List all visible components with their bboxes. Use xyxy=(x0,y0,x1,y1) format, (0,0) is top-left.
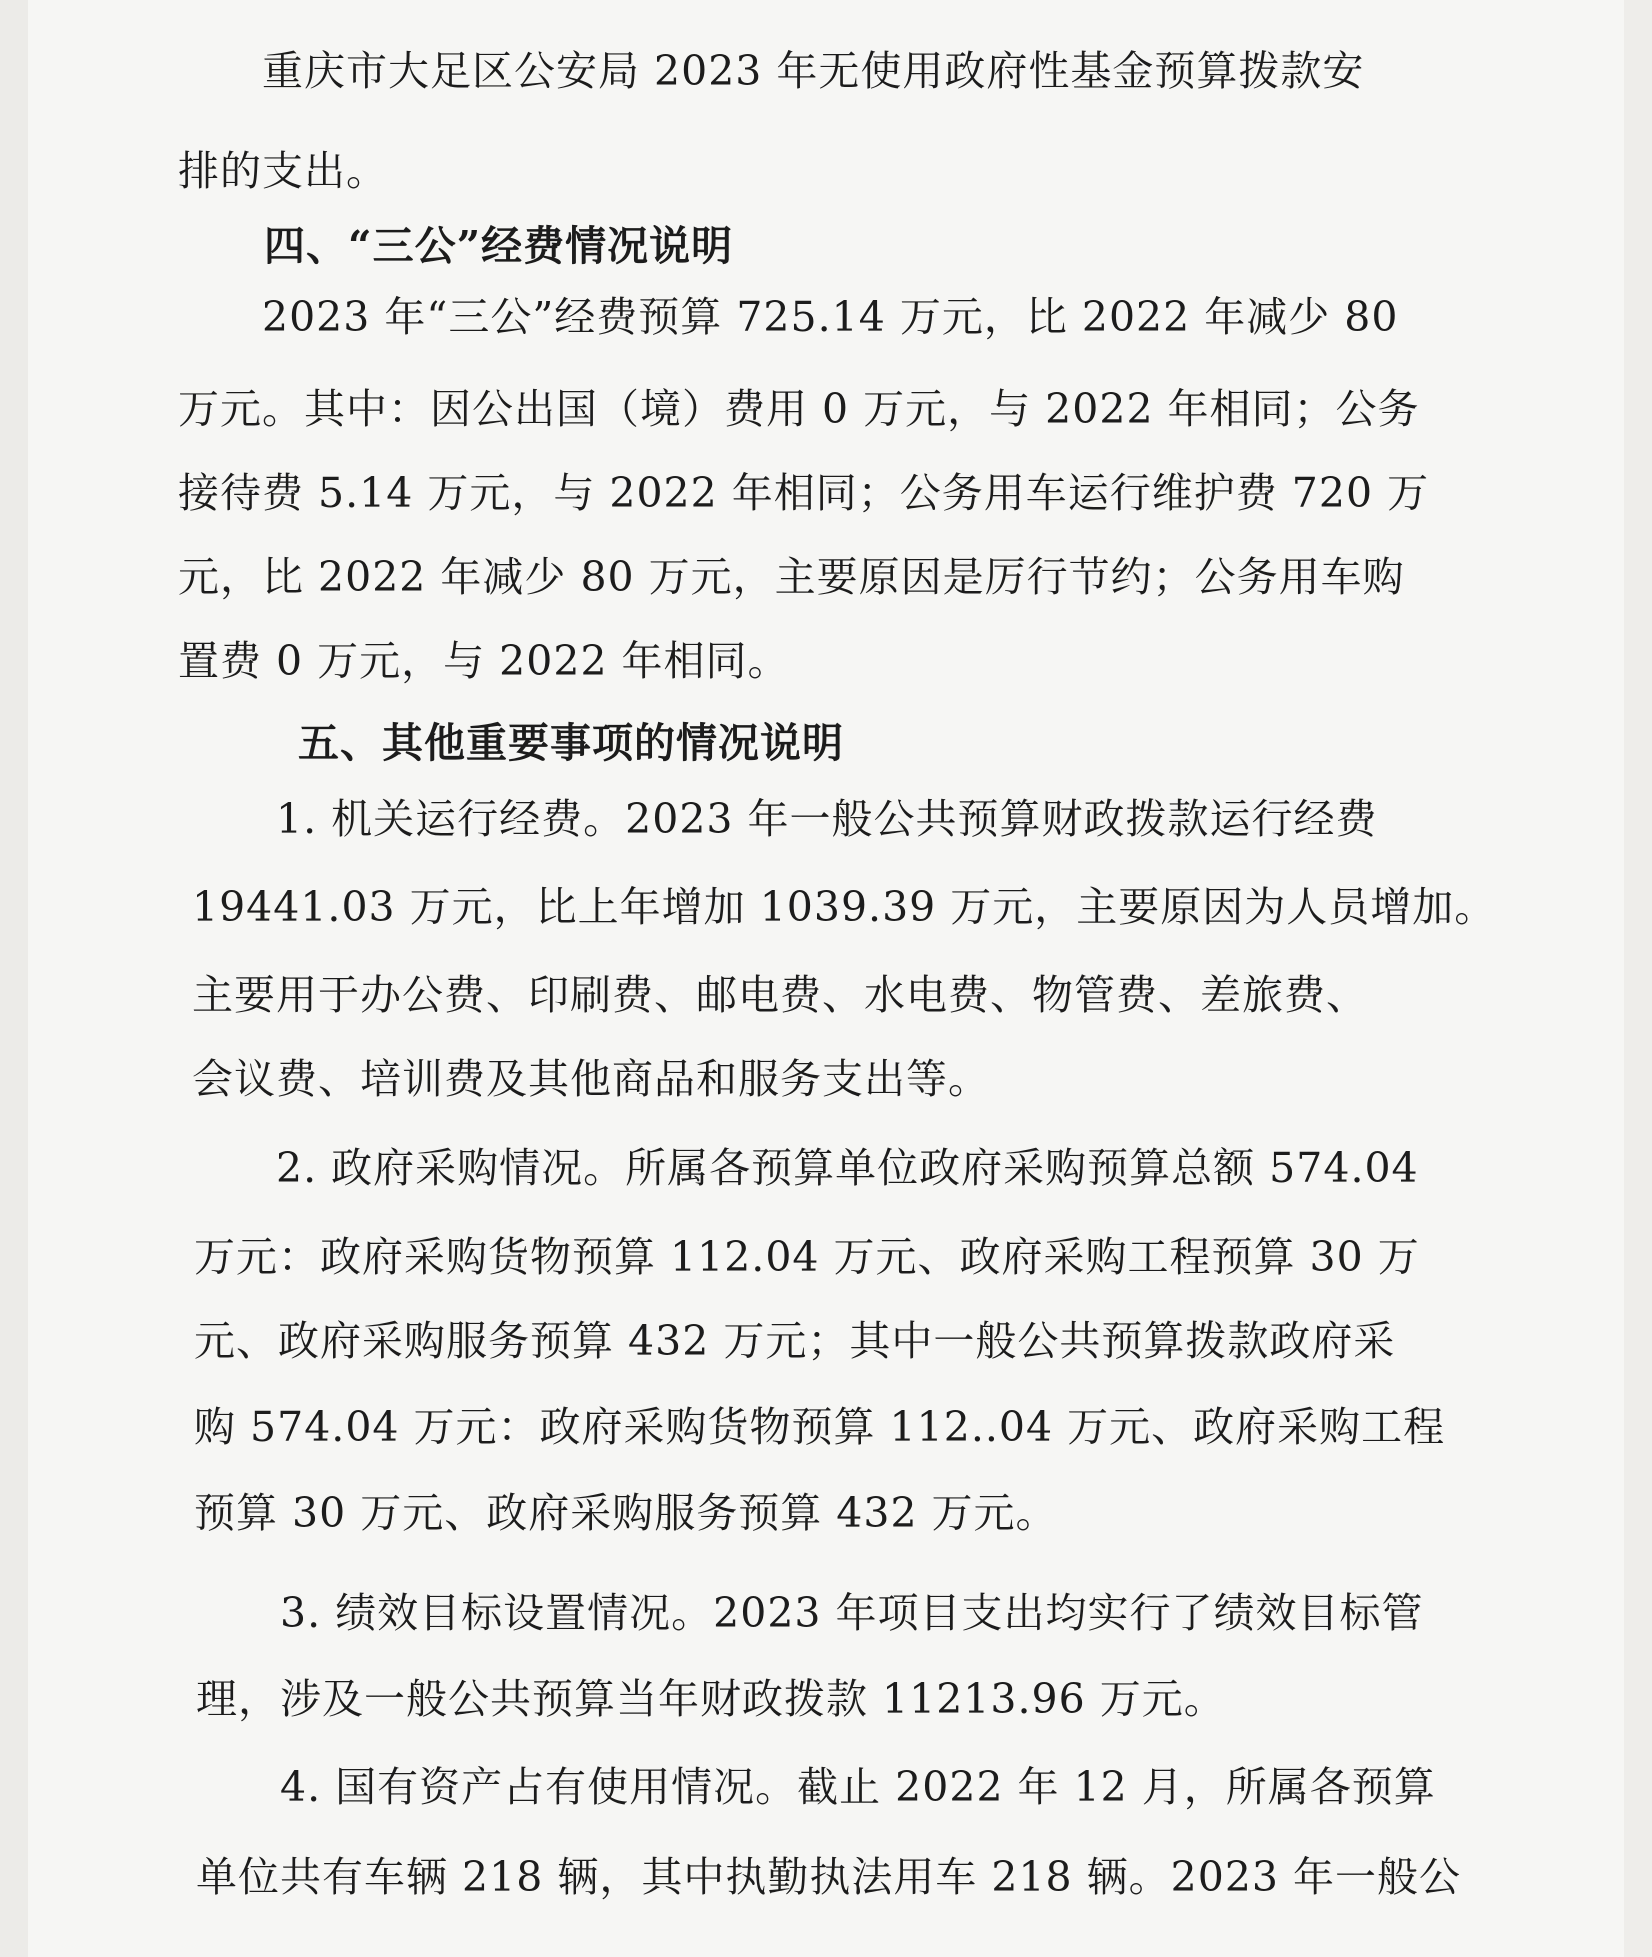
text-line-13: 会议费、培训费及其他商品和服务支出等。 xyxy=(192,1055,990,1103)
text-line-6: 接待费 5.14 万元，与 2022 年相同；公务用车运行维护费 720 万 xyxy=(178,469,1430,517)
section-heading-five: 五、其他重要事项的情况说明 xyxy=(298,719,844,767)
text-line-5: 万元。其中：因公出国（境）费用 0 万元，与 2022 年相同；公务 xyxy=(178,385,1420,433)
text-line-10: 1. 机关运行经费。2023 年一般公共预算财政拨款运行经费 xyxy=(276,795,1378,843)
text-line-7: 元，比 2022 年减少 80 万元，主要原因是厉行节约；公务用车购 xyxy=(178,553,1405,601)
section-heading-four: 四、“三公”经费情况说明 xyxy=(264,222,734,270)
text-line-22: 单位共有车辆 218 辆，其中执勤执法用车 218 辆。2023 年一般公 xyxy=(196,1853,1462,1901)
text-line-19: 3. 绩效目标设置情况。2023 年项目支出均实行了绩效目标管 xyxy=(280,1589,1424,1637)
text-line-11: 19441.03 万元，比上年增加 1039.39 万元，主要原因为人员增加。 xyxy=(192,883,1497,931)
text-line-16: 元、政府采购服务预算 432 万元；其中一般公共预算拨款政府采 xyxy=(194,1317,1396,1365)
text-line-17: 购 574.04 万元：政府采购货物预算 112..04 万元、政府采购工程 xyxy=(194,1403,1446,1451)
text-line-21: 4. 国有资产占有使用情况。截止 2022 年 12 月，所属各预算 xyxy=(280,1763,1436,1811)
text-line-12: 主要用于办公费、印刷费、邮电费、水电费、物管费、差旅费、 xyxy=(192,971,1368,1019)
text-line-20: 理，涉及一般公共预算当年财政拨款 11213.96 万元。 xyxy=(196,1675,1226,1723)
text-line-8: 置费 0 万元，与 2022 年相同。 xyxy=(178,637,790,685)
text-line-14: 2. 政府采购情况。所属各预算单位政府采购预算总额 574.04 xyxy=(276,1144,1419,1192)
text-line-15: 万元：政府采购货物预算 112.04 万元、政府采购工程预算 30 万 xyxy=(194,1233,1420,1281)
text-line-4: 2023 年“三公”经费预算 725.14 万元，比 2022 年减少 80 xyxy=(262,293,1399,341)
text-line-18: 预算 30 万元、政府采购服务预算 432 万元。 xyxy=(194,1489,1058,1537)
text-line-2: 排的支出。 xyxy=(178,147,388,195)
text-line-1: 重庆市大足区公安局 2023 年无使用政府性基金预算拨款安 xyxy=(262,47,1365,95)
